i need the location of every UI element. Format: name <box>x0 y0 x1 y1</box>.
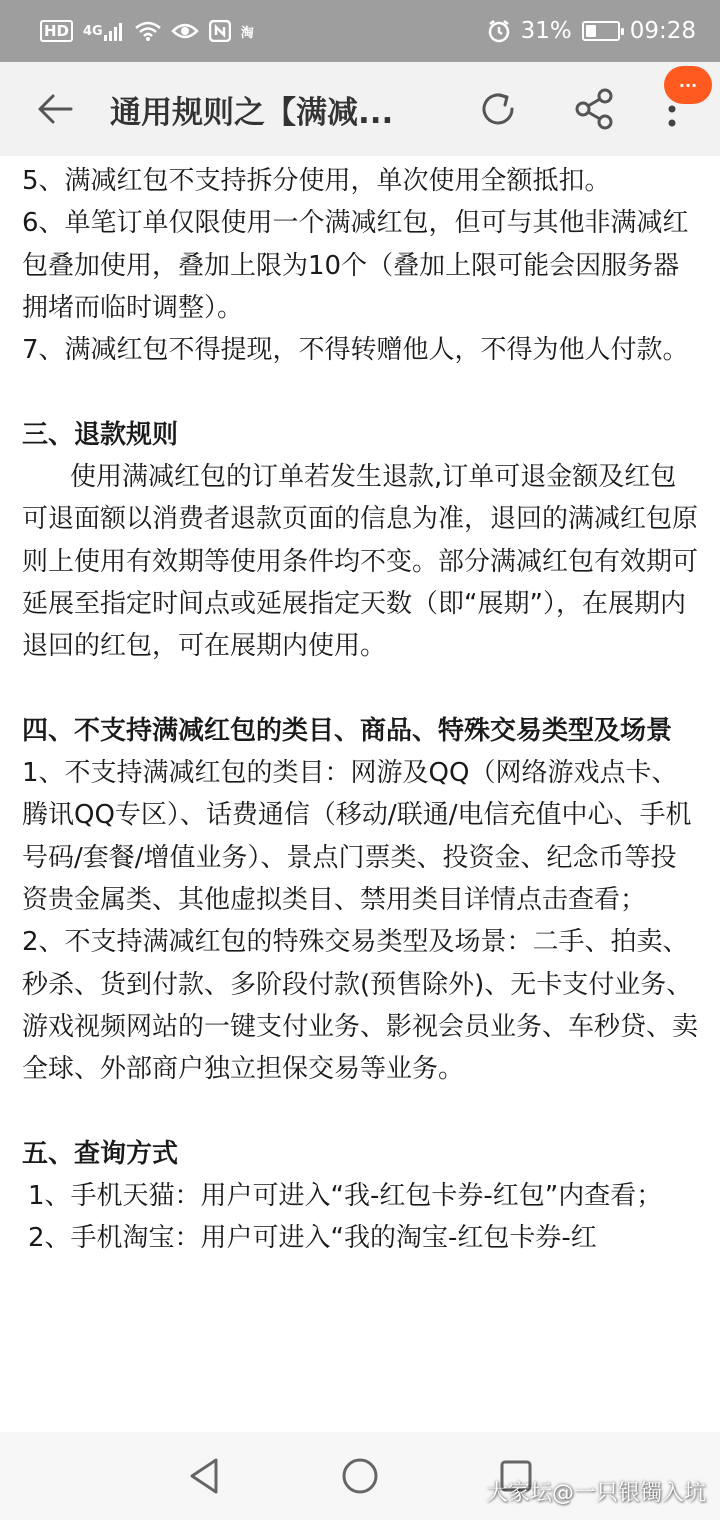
clock: 09:28 <box>629 18 696 44</box>
alarm-icon <box>487 19 511 43</box>
battery-percent: 31% <box>520 18 572 44</box>
article-content <box>0 156 720 1432</box>
spacer <box>22 371 698 413</box>
hd-indicator: HD <box>40 20 73 42</box>
share-icon <box>573 87 615 131</box>
floating-menu-badge[interactable]: ··· <box>664 66 712 104</box>
share-button[interactable] <box>546 62 642 156</box>
triangle-back-icon <box>186 1456 222 1496</box>
arrow-left-icon <box>37 93 73 125</box>
spacer <box>22 1091 698 1133</box>
status-bar <box>0 0 720 62</box>
section-4-item-2: 2、不支持满减红包的特殊交易类型及场景：二手、拍卖、秒杀、货到付款、多阶段付款(预售除外)、无卡支付业务、游戏视频网站的一键支付业务、影视会员业务、车秒贷、卖全球、外部商户独立担保交易等业务。 <box>22 927 699 1085</box>
section-3-heading: 三、退款规则 <box>22 419 179 450</box>
network-type: 4G <box>83 23 103 39</box>
battery-icon <box>582 21 620 41</box>
watermark: 大家坛@一只银镯入坑 <box>485 1481 706 1506</box>
section-5-heading: 五、查询方式 <box>22 1138 179 1169</box>
status-right <box>487 18 696 44</box>
rule-5: 5、满减红包不支持拆分使用，单次使用全额抵扣。 <box>22 166 611 196</box>
nfc-icon <box>209 20 231 42</box>
section-5-item-2: 2、手机淘宝：用户可进入“我的淘宝-红包卡券-红 <box>28 1223 597 1254</box>
nav-back-button[interactable] <box>176 1448 232 1504</box>
spacer <box>22 668 698 710</box>
app-actions <box>450 62 702 156</box>
section-4-heading: 四、不支持满减红包的类目、商品、特殊交易类型及场景 <box>22 715 673 746</box>
wifi-icon <box>135 21 161 41</box>
app-bar <box>0 62 720 156</box>
rule-7: 7、满减红包不得提现，不得转赠他人，不得为他人付款。 <box>22 335 689 366</box>
eye-icon <box>171 22 199 40</box>
circle-home-icon <box>340 1456 380 1496</box>
battery-level-fill <box>586 25 597 37</box>
taobao-notification-icon: 淘 <box>240 25 254 41</box>
back-button[interactable] <box>0 62 110 156</box>
nav-home-button[interactable] <box>332 1448 388 1504</box>
signal-icon <box>83 21 125 41</box>
page-title: 通用规则之【满减... <box>110 94 394 131</box>
refresh-button[interactable] <box>450 62 546 156</box>
refresh-icon <box>476 87 520 131</box>
section-4-item-1: 1、不支持满减红包的类目：网游及QQ（网络游戏点卡、腾讯QQ专区）、话费通信（移动/联通/电信充值中心、手机号码/套餐/增值业务）、景点门票类、投资金、纪念币等投资贵金属类、其他虚拟类目、禁用类目详情点击查看； <box>22 758 692 916</box>
section-5-item-1: 1、手机天猫：用户可进入“我-红包卡券-红包”内查看； <box>28 1181 663 1212</box>
rule-6: 6、单笔订单仅限使用一个满减红包，但可与其他非满减红包叠加使用，叠加上限为10个（叠加上限可能会因服务器拥堵而临时调整）。 <box>22 208 689 323</box>
status-left <box>40 20 254 42</box>
section-3-body: 使用满减红包的订单若发生退款,订单可退金额及红包可退面额以消费者退款页面的信息为准，退回的满减红包原则上使用有效期等使用条件均不变。部分满减红包有效期可延展至指定时间点或延展指定天数（即“展期”），在展期内退回的红包，可在展期内使用。 <box>22 462 699 662</box>
